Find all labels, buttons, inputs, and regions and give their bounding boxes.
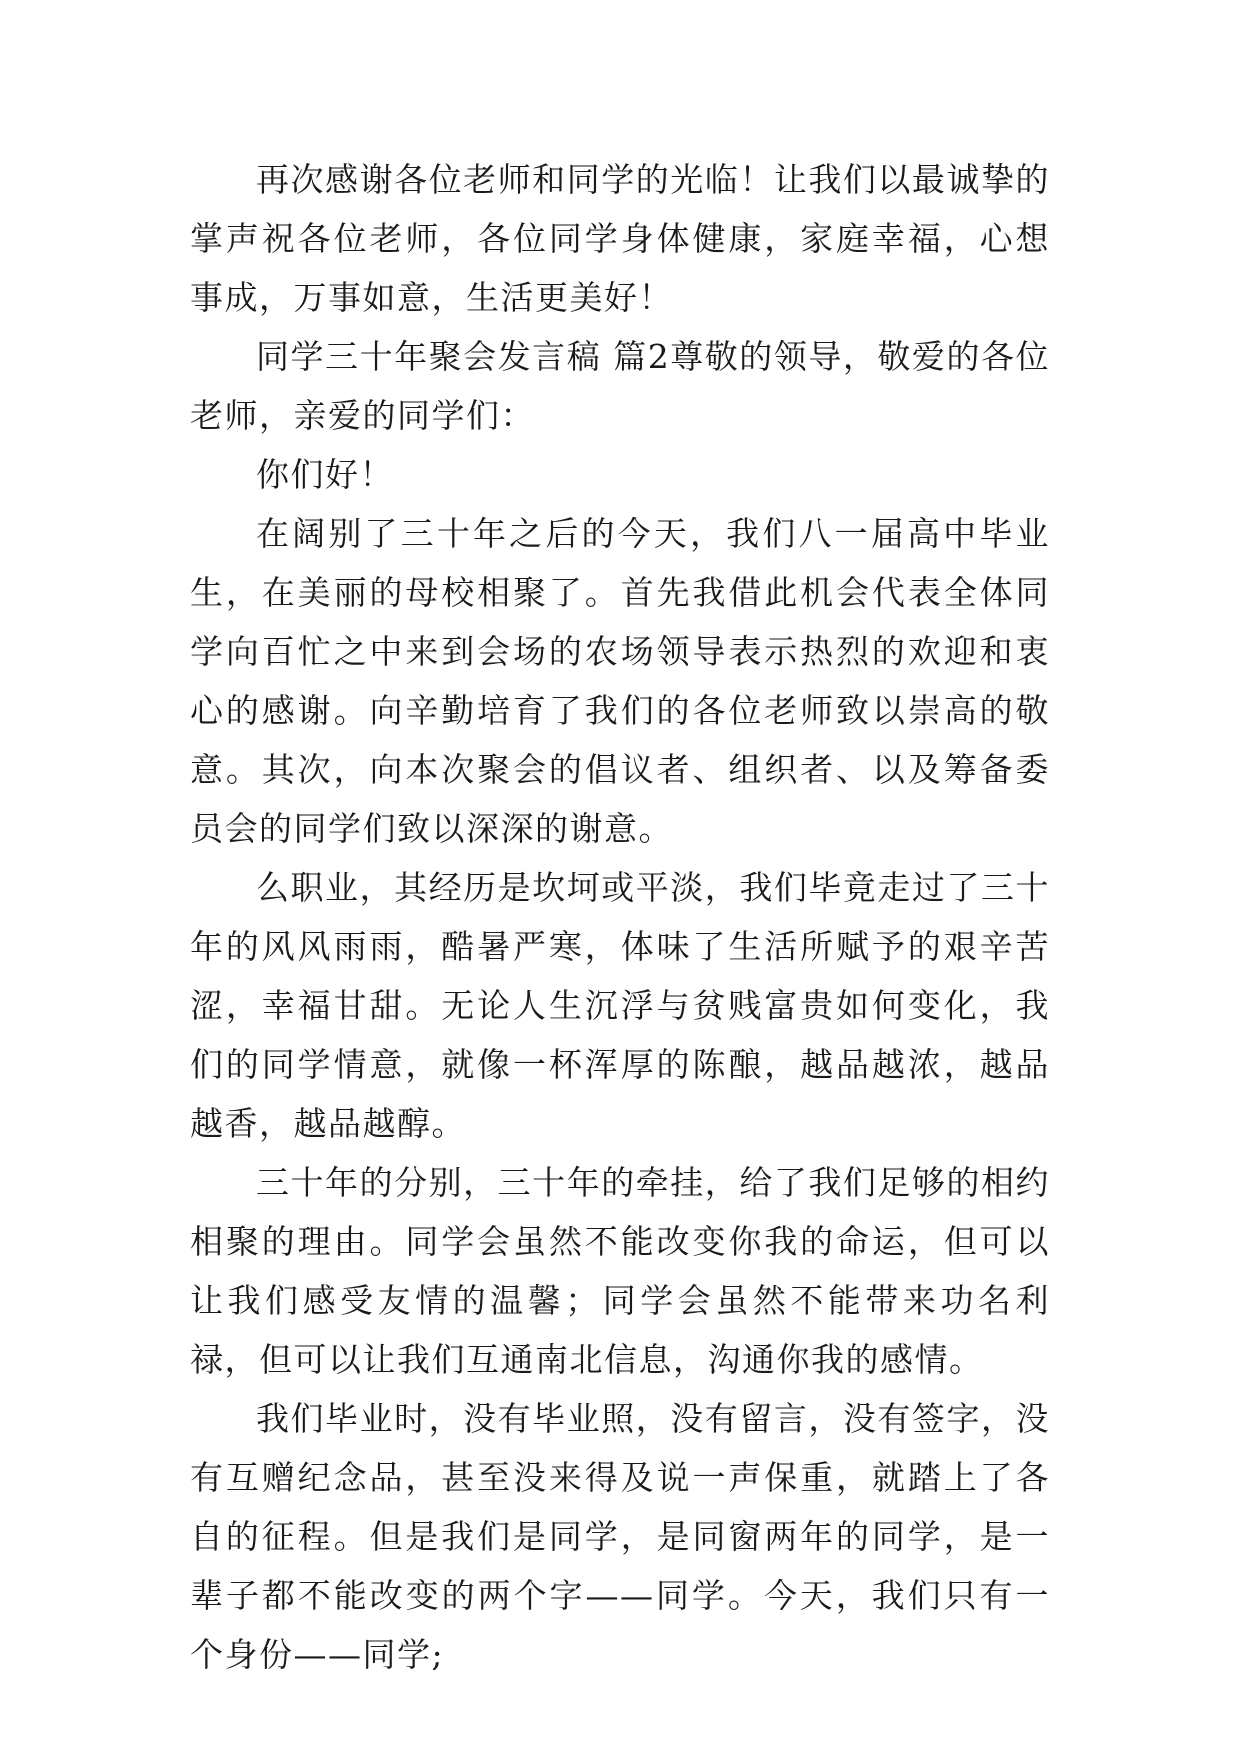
paragraph-closing-thanks: 再次感谢各位老师和同学的光临！让我们以最诚挚的掌声祝各位老师，各位同学身体健康，家庭幸福，心想事成，万事如意，生活更美好！ [190, 160, 1050, 317]
paragraph-reason-to-gather: 三十年的分别，三十年的牵挂，给了我们足够的相约相聚的理由。同学会虽然不能改变你我的命运，但可以让我们感受友情的温馨；同学会虽然不能带来功名利禄，但可以让我们互通南北信息，沟通你我的感情。 [190, 1163, 1050, 1379]
paragraph-speech-heading: 同学三十年聚会发言稿 篇2尊敬的领导，敬爱的各位老师，亲爱的同学们： [190, 337, 1050, 435]
paragraph-thirty-years: 么职业，其经历是坎坷或平淡，我们毕竟走过了三十年的风风雨雨，酷暑严寒，体味了生活所赋予的艰辛苦涩，幸福甘甜。无论人生沉浮与贫贱富贵如何变化，我们的同学情意，就像一杯浑厚的陈酿，越品越浓，越品越香，越品越醇。 [190, 868, 1050, 1143]
paragraph-reunion-welcome: 在阔别了三十年之后的今天，我们八一届高中毕业生，在美丽的母校相聚了。首先我借此机会代表全体同学向百忙之中来到会场的农场领导表示热烈的欢迎和衷心的感谢。向辛勤培育了我们的各位老师致以崇高的敬意。其次，向本次聚会的倡议者、组织者、以及筹备委员会的同学们致以深深的谢意。 [190, 514, 1050, 848]
paragraph-graduation-memory: 我们毕业时，没有毕业照，没有留言，没有签字，没有互赠纪念品，甚至没来得及说一声保重，就踏上了各自的征程。但是我们是同学，是同窗两年的同学，是一辈子都不能改变的两个字——同学。今天，我们只有一个身份——同学; [190, 1399, 1050, 1674]
paragraph-greeting: 你们好！ [256, 455, 394, 494]
document-body [190, 150, 1050, 1684]
